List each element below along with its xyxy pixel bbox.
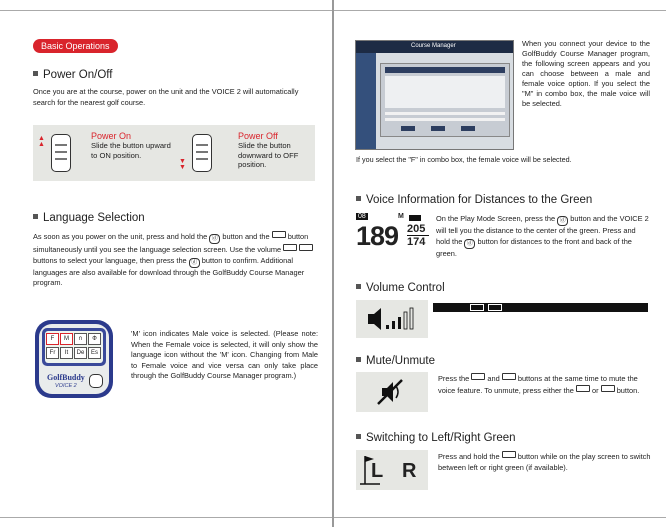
- key-fr: Fr: [46, 347, 59, 359]
- left-green-letter: L: [371, 460, 384, 482]
- arrow-up-icon: ▲ ▲: [38, 135, 45, 148]
- minus-button-icon: [502, 451, 516, 458]
- power-box: [33, 125, 315, 181]
- mute-speaker-icon: [356, 372, 428, 412]
- volume-up-button-icon: [470, 304, 484, 311]
- display-front-distance: 174: [407, 236, 426, 248]
- volume-icon-box: [356, 300, 428, 338]
- display-voice-m: M: [398, 213, 404, 220]
- mute-icon-box: [356, 372, 428, 412]
- screenshot-sidebar: [356, 53, 376, 149]
- bullet-square-icon: [356, 357, 361, 362]
- screenshot-dialog: [380, 63, 510, 137]
- enter-button-icon: ⓓ: [557, 216, 568, 226]
- volume-heading: [356, 282, 445, 294]
- left-right-icon-box: [356, 450, 428, 490]
- power-heading-text: Power On/Off: [43, 69, 113, 81]
- key-thai: ก: [74, 333, 87, 345]
- bullet-square-icon: [356, 284, 361, 289]
- voice-paragraph: On the Play Mode Screen, press the ⓓ button and the VOICE 2 will tell you the distance to the center of the green. Press and hold the ⓓ button for distances to the front and back of the green.: [436, 214, 649, 258]
- bullet-square-icon: [33, 71, 38, 76]
- language-keys: [46, 333, 106, 359]
- power-on-title: Power On: [91, 131, 132, 141]
- volume-up-button-icon: [283, 244, 297, 251]
- arrow-down-icon: ▼ ▼: [179, 158, 186, 171]
- switch-heading-text: Switching to Left/Right Green: [366, 432, 516, 444]
- switch-paragraph: Press and hold the button while on the play screen to switch between left or right green (if available).: [438, 452, 651, 472]
- voice-heading-text: Voice Information for Distances to the Green: [366, 194, 593, 206]
- section-badge: Basic Operations: [33, 39, 118, 53]
- bullet-square-icon: [356, 434, 361, 439]
- display-hole: 08: [358, 213, 366, 220]
- volume-down-button-icon: [299, 244, 313, 251]
- volume-down-button-icon: [502, 373, 516, 380]
- volume-down-button-icon: [488, 304, 502, 311]
- power-off-title: Power Off: [238, 131, 278, 141]
- mute-heading-text: Mute/Unmute: [366, 355, 436, 367]
- volume-up-button-icon: [471, 373, 485, 380]
- device-model: VOICE 2: [55, 383, 77, 389]
- power-on-device-icon: [51, 134, 71, 172]
- screenshot-titlebar: [356, 41, 513, 53]
- power-paragraph: Once you are at the course, power on the unit and the VOICE 2 will automatically search for the nearest golf course.: [33, 87, 299, 107]
- bullet-square-icon: [356, 196, 361, 201]
- device-logo: GolfBuddy: [47, 373, 85, 382]
- power-on-text: Slide the button upward to ON position.: [91, 141, 171, 160]
- screenshot-title: Course Manager: [411, 43, 456, 49]
- device-enter-button-icon: [89, 374, 103, 388]
- display-back-distance: 205: [407, 223, 426, 235]
- key-es: Es: [88, 347, 101, 359]
- power-off-block: [238, 131, 315, 170]
- mute-paragraph: Press the and buttons at the same time to mute the voice feature. To unmute, press either the or button.: [438, 374, 640, 395]
- power-on-block: [91, 131, 171, 160]
- confirm-button-icon: ⓓ: [189, 258, 200, 268]
- key-f: F: [46, 333, 59, 345]
- key-de: De: [74, 347, 87, 359]
- volume-up-button-icon: [576, 385, 590, 392]
- power-off-device-icon: [192, 134, 212, 172]
- voice-heading: [356, 194, 592, 206]
- minus-button-icon: [272, 231, 286, 238]
- language-heading-text: Language Selection: [43, 212, 145, 224]
- volume-down-button-icon: [601, 385, 615, 392]
- key-cyrillic: Ф: [88, 333, 101, 345]
- m-icon-paragraph: 'M' icon indicates Male voice is selected. (Please note: When the Female voice is selected, it will only show the language icon without the 'M' icon. Changing from Male to Female voice and vice versa can only take place through the GolfBuddy Course Manager program.): [131, 329, 318, 380]
- key-it: It: [60, 347, 73, 359]
- language-heading: [33, 212, 145, 224]
- display-center-distance: 189: [356, 221, 399, 251]
- language-paragraph: As soon as you power on the unit, press and hold the ⓓ button and the button simultaneously until you see the language selection screen. Use the volume buttons to select your language, then press the ⓓ button to confirm. Additional languages are also available for download through the GolfBuddy Course Manager program.: [33, 231, 318, 289]
- bullet-square-icon: [33, 214, 38, 219]
- volume-heading-text: Volume Control: [366, 282, 445, 294]
- volume-buttons-strip: [433, 303, 648, 312]
- connect-paragraph: When you connect your device to the GolfBuddy Course Manager program, the following screen appears and you can choose between a male and female voice option. If you select the "M" in combo box, the male voice will be selected.: [522, 39, 650, 108]
- device-illustration: [33, 318, 115, 400]
- switch-heading: [356, 432, 516, 444]
- battery-icon: [409, 215, 421, 221]
- distance-display: [356, 213, 429, 253]
- enter-button-icon: ⓓ: [464, 239, 475, 249]
- power-heading: [33, 69, 112, 81]
- right-green-letter: R: [402, 460, 417, 482]
- mute-heading: [356, 355, 435, 367]
- female-note: If you select the "F" in combo box, the female voice will be selected.: [356, 155, 572, 164]
- power-off-text: Slide the button downward to OFF position.: [238, 141, 299, 169]
- speaker-volume-icon: [356, 300, 428, 338]
- flag-icon: [356, 450, 428, 490]
- key-m: M: [60, 333, 73, 345]
- enter-button-icon: ⓓ: [209, 234, 220, 244]
- course-manager-screenshot: [355, 40, 514, 150]
